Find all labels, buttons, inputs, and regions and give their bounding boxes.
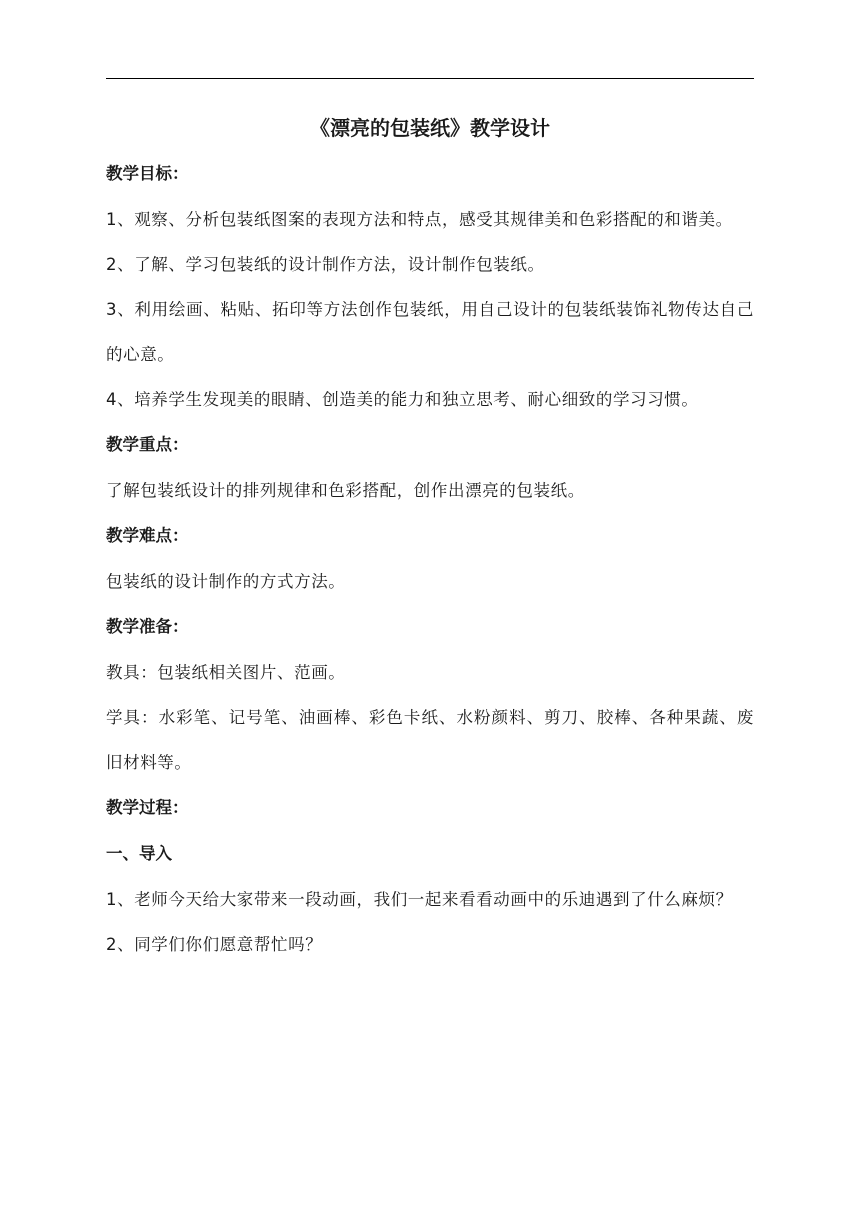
key-points-text: 了解包装纸设计的排列规律和色彩搭配，创作出漂亮的包装纸。 (106, 481, 585, 500)
objective-item: 4、培养学生发现美的眼睛、创造美的能力和独立思考、耐心细致的学习习惯。 (106, 390, 699, 409)
objective-item: 3、利用绘画、粘贴、拓印等方法创作包装纸，用自己设计的包装纸装饰礼物传达自己的心意。 (106, 300, 754, 364)
teacher-tools-text: 教具：包装纸相关图片、范画。 (106, 663, 346, 682)
difficulties-heading: 教学难点： (106, 526, 189, 545)
process-heading: 教学过程： (106, 798, 189, 817)
objective-item: 1、观察、分析包装纸图案的表现方法和特点，感受其规律美和色彩搭配的和谐美。 (106, 210, 733, 229)
document-body (106, 105, 754, 967)
process-item: 2、同学们你们愿意帮忙吗？ (106, 935, 323, 954)
document-title: 《漂亮的包装纸》教学设计 (310, 116, 550, 140)
header-rule (106, 78, 754, 79)
objective-item: 2、了解、学习包装纸的设计制作方法，设计制作包装纸。 (106, 255, 545, 274)
student-tools-text: 学具：水彩笔、记号笔、油画棒、彩色卡纸、水粉颜料、剪刀、胶棒、各种果蔬、废旧材料等。 (106, 708, 754, 772)
difficulties-text: 包装纸的设计制作的方式方法。 (106, 572, 346, 591)
key-points-heading: 教学重点： (106, 435, 189, 454)
objectives-heading: 教学目标： (106, 164, 189, 183)
process-item: 1、老师今天给大家带来一段动画，我们一起来看看动画中的乐迪遇到了什么麻烦？ (106, 890, 733, 909)
process-subheading: 一、导入 (106, 844, 172, 863)
preparation-heading: 教学准备： (106, 617, 189, 636)
